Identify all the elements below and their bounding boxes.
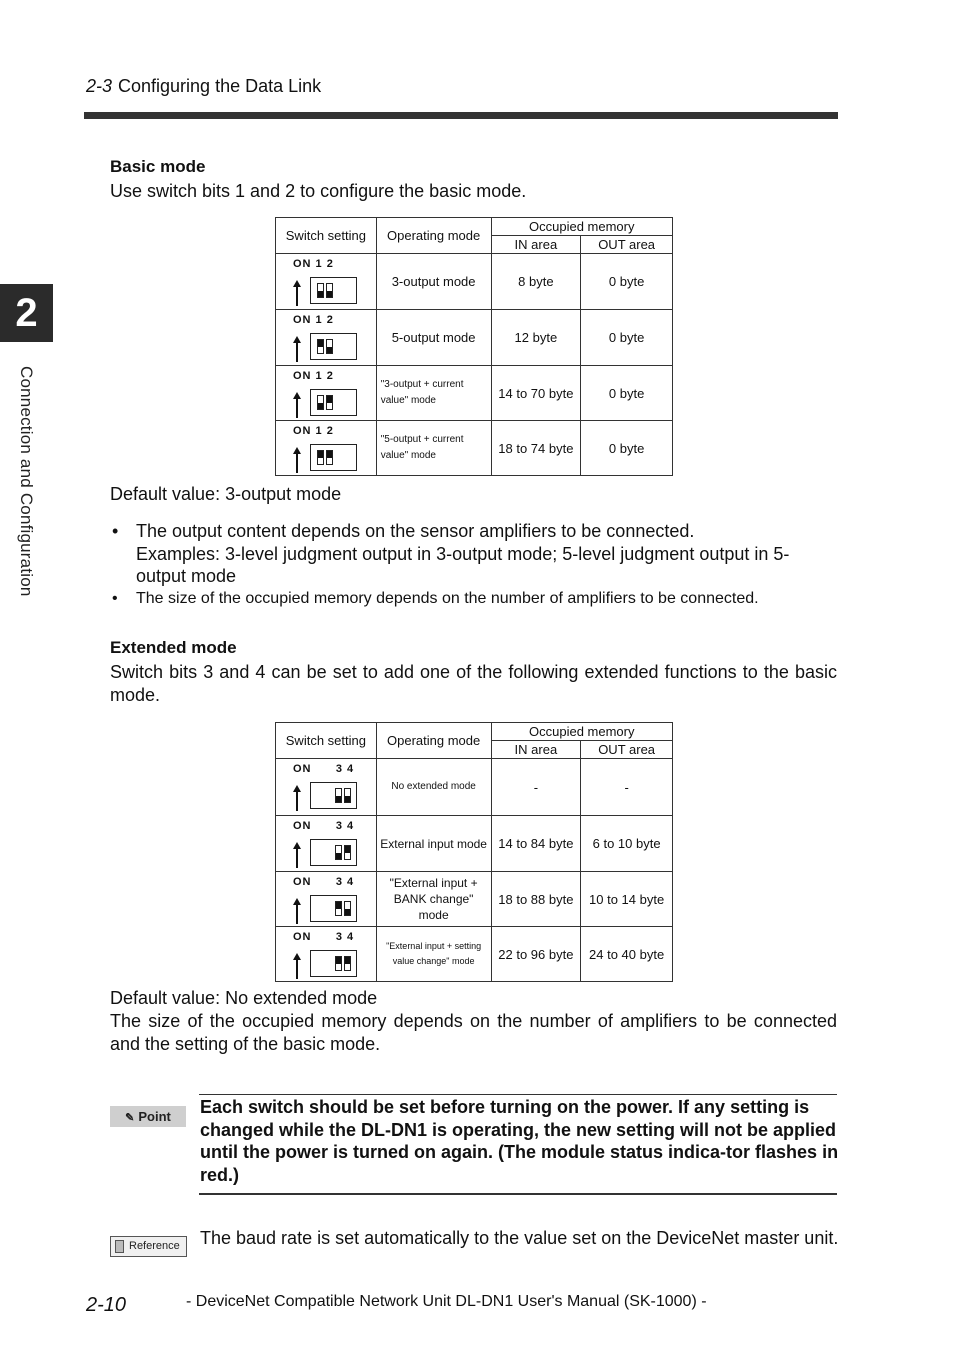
switch-diagram xyxy=(276,366,377,421)
switch-diagram xyxy=(276,872,377,927)
switch-label: ON 3 4 xyxy=(293,931,355,943)
switch-label: ON 3 4 xyxy=(293,876,355,888)
basic-default-value: Default value: 3-output mode xyxy=(110,484,342,504)
extended-note: The size of the occupied memory depends on the number of amplifiers to be connected and the setting of the basic mode. xyxy=(110,1011,837,1054)
point-tag xyxy=(110,1106,186,1127)
col-operating-mode: Operating mode xyxy=(376,723,491,759)
switch-diagram xyxy=(276,927,377,982)
in-area: 14 to 84 byte xyxy=(491,816,581,872)
operating-mode: "External input + BANK change" mode xyxy=(376,872,491,927)
col-in-area: IN area xyxy=(491,741,581,759)
switch-diagram xyxy=(276,421,377,476)
on-arrow-icon xyxy=(293,447,301,473)
point-bottom-rule xyxy=(199,1193,837,1195)
on-arrow-icon xyxy=(293,842,301,868)
switch-diagram xyxy=(276,310,377,366)
out-area: 0 byte xyxy=(581,366,673,421)
switch-label: ON 1 2 xyxy=(293,425,334,437)
bullet-text: The output content depends on the sensor amplifiers to be connected. xyxy=(136,521,695,541)
footer-title: - DeviceNet Compatible Network Unit DL-DN1 User's Manual (SK-1000) - xyxy=(186,1293,707,1310)
table-row xyxy=(276,254,673,310)
switch-label: ON 1 2 xyxy=(293,370,334,382)
dip-switch-icon xyxy=(310,444,357,471)
switch-diagram xyxy=(276,759,377,816)
extended-mode-intro: Switch bits 3 and 4 can be set to add one of the following extended functions to the basic mode. xyxy=(110,662,837,705)
dip-switch-icon xyxy=(310,389,357,416)
in-area: 18 to 88 byte xyxy=(491,872,581,927)
dip-switch-icon xyxy=(310,895,357,922)
table-row xyxy=(276,421,673,476)
extended-mode-heading: Extended mode xyxy=(110,638,237,657)
extended-mode-table xyxy=(275,722,673,982)
section-number: 2-3 xyxy=(86,76,113,96)
on-arrow-icon xyxy=(293,785,301,811)
on-arrow-icon xyxy=(293,280,301,306)
page-number: 2-10 xyxy=(86,1294,127,1316)
col-out-area: OUT area xyxy=(581,741,673,759)
in-area: 22 to 96 byte xyxy=(491,927,581,982)
dip-switch-icon xyxy=(310,950,357,977)
table-row xyxy=(276,366,673,421)
reference-text: The baud rate is set automatically to the value set on the DeviceNet master unit. xyxy=(200,1228,839,1248)
out-area: 24 to 40 byte xyxy=(581,927,673,982)
col-in-area: IN area xyxy=(491,236,581,254)
dip-switch-icon xyxy=(310,839,357,866)
table-row xyxy=(276,310,673,366)
in-area: 12 byte xyxy=(491,310,581,366)
basic-mode-table xyxy=(275,217,673,476)
pencil-icon: ✎ xyxy=(125,1112,135,1124)
on-arrow-icon xyxy=(293,898,301,924)
out-area: 0 byte xyxy=(581,310,673,366)
reference-tag: Reference xyxy=(110,1236,187,1257)
basic-mode-intro: Use switch bits 1 and 2 to configure the basic mode. xyxy=(110,181,527,201)
switch-label: ON 1 2 xyxy=(293,314,334,326)
switch-diagram xyxy=(276,816,377,872)
col-operating-mode: Operating mode xyxy=(376,218,491,254)
operating-mode: "3-output + current value" mode xyxy=(376,366,491,421)
col-switch-setting: Switch setting xyxy=(276,723,377,759)
in-area: 14 to 70 byte xyxy=(491,366,581,421)
out-area: 0 byte xyxy=(581,254,673,310)
dip-switch-icon xyxy=(310,277,357,304)
bullet-item: • The output content depends on the sensor amplifiers to be connected. Examples: 3-level judgment output in 3-output mode; 5-level judgment output in 5-output mode xyxy=(112,520,838,588)
header-rule xyxy=(84,112,838,119)
switch-label: ON 3 4 xyxy=(293,763,355,775)
switch-label: ON 3 4 xyxy=(293,820,355,832)
running-header xyxy=(86,76,321,97)
dip-switch-icon xyxy=(310,333,357,360)
operating-mode: No extended mode xyxy=(376,759,491,816)
table-row xyxy=(276,759,673,816)
dip-switch-icon xyxy=(310,782,357,809)
chapter-tab: 2 xyxy=(0,284,53,342)
point-top-rule xyxy=(199,1094,837,1095)
in-area: - xyxy=(491,759,581,816)
col-switch-setting: Switch setting xyxy=(276,218,377,254)
chapter-vertical-title: Connection and Configuration xyxy=(17,366,36,597)
col-occupied-memory: Occupied memory xyxy=(491,723,673,741)
on-arrow-icon xyxy=(293,953,301,979)
bullet-text: The size of the occupied memory depends on the number of amplifiers to be connected. xyxy=(136,590,759,607)
operating-mode: External input mode xyxy=(376,816,491,872)
section-title: Configuring the Data Link xyxy=(118,76,322,96)
basic-mode-heading: Basic mode xyxy=(110,157,206,176)
out-area: 10 to 14 byte xyxy=(581,872,673,927)
operating-mode: "5-output + current value" mode xyxy=(376,421,491,476)
point-label: Point xyxy=(138,1109,171,1124)
table-row xyxy=(276,816,673,872)
out-area: 0 byte xyxy=(581,421,673,476)
extended-default-value: Default value: No extended mode xyxy=(110,988,378,1008)
on-arrow-icon xyxy=(293,336,301,362)
bullet-text: Examples: 3-level judgment output in 3-output mode; 5-level judgment output in 5-output mode xyxy=(136,543,790,586)
out-area: - xyxy=(581,759,673,816)
col-out-area: OUT area xyxy=(581,236,673,254)
point-text: Each switch should be set before turning on the power. If any setting is changed while the DL-DN1 is operating, the new setting will not be applied until the power is turned on again. (The module status indica-tor flashes in red.) xyxy=(200,1097,839,1185)
table-row xyxy=(276,872,673,927)
on-arrow-icon xyxy=(293,392,301,418)
col-occupied-memory: Occupied memory xyxy=(491,218,673,236)
operating-mode: 5-output mode xyxy=(376,310,491,366)
in-area: 18 to 74 byte xyxy=(491,421,581,476)
table-row xyxy=(276,927,673,982)
switch-label: ON 1 2 xyxy=(293,258,334,270)
out-area: 6 to 10 byte xyxy=(581,816,673,872)
in-area: 8 byte xyxy=(491,254,581,310)
operating-mode: 3-output mode xyxy=(376,254,491,310)
bullet-item: • The size of the occupied memory depends on the number of amplifiers to be connected. xyxy=(112,589,838,609)
switch-diagram xyxy=(276,254,377,310)
operating-mode: "External input + setting value change" mode xyxy=(376,927,491,982)
